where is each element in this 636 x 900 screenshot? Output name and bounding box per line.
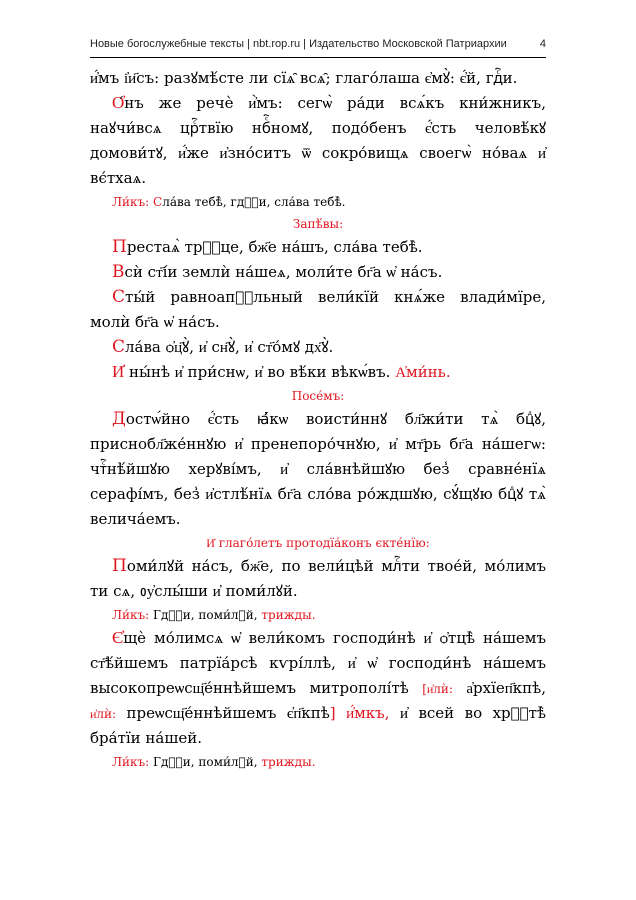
header-text: Новые богослужебные тексты | nbt.rop.ru | Издательство Московской Патриархии — [90, 38, 507, 50]
page-number: 4 — [539, 38, 546, 50]
amin: А҆ми́нь. — [395, 363, 451, 381]
deacon-rubric: И҆ глаго́летъ протодїа́конъ єкте́нїю: — [206, 536, 430, 550]
refrain-4: Сла́ва ѻ҆ц҃ꙋ̀, и҆ сн҃ꙋ̀, и҆ ст҃о́мꙋ дх҃ꙋ̀. — [112, 337, 334, 357]
zapevy-heading: Запѣ́вы: — [292, 217, 344, 231]
page-header — [90, 38, 546, 54]
dostoyno-hymn: Достѡ́йно є҆́сть ꙗ҆́кѡ воисти́ннꙋ бл҃жи́ти тѧ̀ бцⷣꙋ, приснобл҃же́ннꙋю и҆ пренепоро́чнꙋю, и҆ мт҃рь бг҃а на́шегѡ: чтⷭ҇нѣ́йшꙋю херꙋві́мъ, и҆ сла́внѣйшꙋю без̾ сравне́нїѧ серафі́мъ, без̾ и҆стлѣ́нїѧ бг҃а сло́ва ро́ждшꙋю, сꙋ́щꙋю бцⷣꙋ тѧ̀ велича́емъ. — [90, 409, 546, 528]
litany-petition-1: Поми́лꙋй на́съ, бж҃е, по вели́цѣй млⷭ҇ти твое́й, мо́лимъ ти сѧ, ᲂу҆слы́ши и҆ поми́лꙋй. — [90, 556, 546, 600]
header-rule — [90, 57, 546, 58]
choir-response-1: Ли́къ: Сла́ва тебѣ̀, гдⷭ҇и, сла́ва тебѣ̀. — [112, 195, 346, 209]
litany-petition-2: Є҆щѐ мо́лимсѧ ѡ҆ вели́комъ господи́нѣ и҆ ѻ҆тцѣ̀ на́шемъ ст҃ѣ́йшемъ патрїа́рсѣ кѵрі́ллѣ, и҆ ѡ҆ господи́нѣ на́шемъ высокопреѡсщ҃е́ннѣйшемъ митрополі́тѣ [и҆лѝ: а҆рхїеп҃кпѣ, и҆лѝ: преѡсщ҃е́ннѣйшемъ є҆п҃кпѣ] и҆́мкъ, и҆ всей во хрⷭ҇тѣ̀ бра́тїи на́шей. — [90, 628, 546, 747]
paragraph-2: О҆́нъ же речѐ и҆̀мъ: сегѡ̀ ра́ди всѧ́къ кни́жникъ, наꙋчи́всѧ црⷭ҇твїю нбⷭ҇номꙋ, подо́бенъ є҆́сть человѣ́кꙋ домови́тꙋ, и҆́же и҆зно́ситъ ѿ сокро́вищѧ своегѡ̀ но́ваѧ и҆ вє́тхаѧ. — [90, 93, 546, 187]
choir-response-2: Ли́къ: Гдⷭ҇и, поми́лꙋй, трижды. — [112, 608, 316, 622]
page-body — [90, 66, 546, 773]
refrain-3: Сты́й равноапⷭ҇льный вели́кїй кнѧ́же влади́мїре, молѝ бг҃а ѡ҆ на́съ. — [90, 287, 546, 331]
refrain-2: Всѝ ст҃і́и землѝ на́шеѧ, моли́те бг҃а ѡ҆ на́съ. — [112, 262, 443, 282]
refrain-1: Престаѧ̀ трⷪ҇це, бж҃е на́шъ, сла́ва тебѣ̀. — [112, 237, 423, 257]
choir-response-3: Ли́къ: Гдⷭ҇и, поми́лꙋй, трижды. — [112, 755, 316, 769]
choir-label: Ли́къ: — [112, 195, 150, 209]
posem-heading: Посе́мъ: — [291, 389, 345, 403]
initial-letter: О҆ — [112, 93, 125, 113]
refrain-5: И҆ ны́нѣ и҆ при́снѡ, и҆ во вѣ́ки вѣкѡ́въ. А҆ми́нь. — [112, 362, 451, 382]
paragraph-1: и҆́мъ і҆и҃съ: разꙋмѣ́сте ли сїѧ̑ всѧ̑; глаго́лаша є҆мꙋ̀: є҆́й, гдⷭ҇и. — [90, 69, 518, 87]
